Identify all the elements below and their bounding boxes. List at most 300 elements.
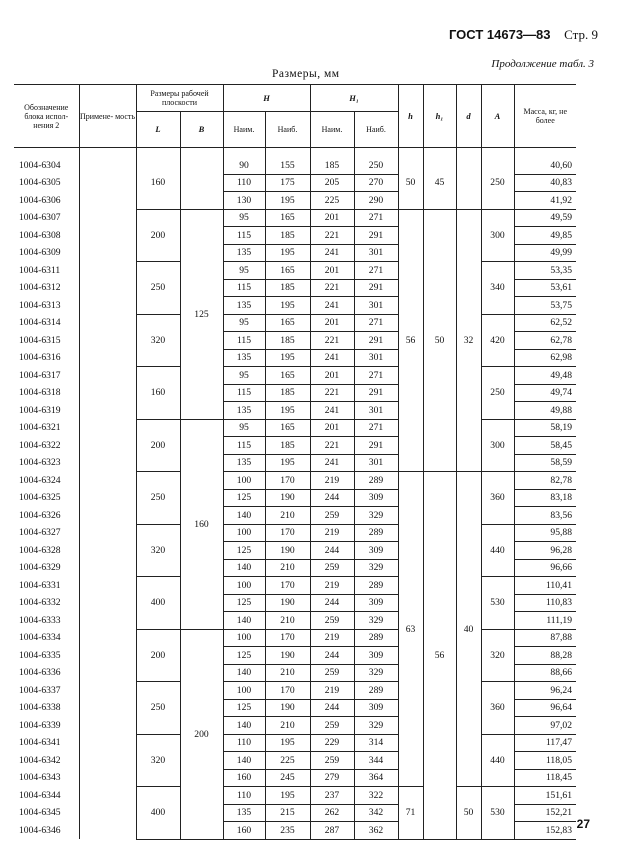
continuation-note: Продолжение табл. 3 [491,58,594,70]
block-code: 1004-6341 [14,734,79,752]
spacer-cell [136,148,180,158]
block-code: 1004-6325 [14,489,79,507]
H-max: 190 [265,489,310,507]
H1-max: 362 [354,822,398,840]
H-max: 225 [265,752,310,770]
h1-value: 50 [423,209,456,472]
B-value: 160 [180,419,223,629]
H1-max: 301 [354,244,398,262]
H1-min: 219 [310,524,354,542]
H-min: 135 [223,244,265,262]
mass-value: 40,60 [514,157,576,174]
L-value: 320 [136,524,180,577]
A-value: 530 [481,577,514,630]
block-code: 1004-6311 [14,262,79,280]
A-value: 440 [481,734,514,787]
H-min: 100 [223,524,265,542]
mass-value: 49,99 [514,244,576,262]
block-code: 1004-6326 [14,507,79,525]
H1-max: 364 [354,769,398,787]
L-value: 200 [136,419,180,472]
H-max: 165 [265,314,310,332]
H1-min: 205 [310,174,354,192]
col-mass-header: Масса, кг, не более [514,85,576,148]
spacer-cell [456,148,481,158]
A-value: 420 [481,314,514,367]
mass-value: 118,05 [514,752,576,770]
H-max: 215 [265,804,310,822]
H-min: 140 [223,664,265,682]
block-code: 1004-6333 [14,612,79,630]
H-max: 195 [265,349,310,367]
block-code: 1004-6334 [14,629,79,647]
H-max: 170 [265,472,310,490]
H1-max: 309 [354,542,398,560]
H-max: 185 [265,437,310,455]
H-max: 190 [265,647,310,665]
H-min: 140 [223,612,265,630]
H1-max: 314 [354,734,398,752]
block-code: 1004-6304 [14,157,79,174]
block-code: 1004-6343 [14,769,79,787]
H1-min: 219 [310,577,354,595]
H-max: 165 [265,262,310,280]
H-min: 130 [223,192,265,210]
H1-min: 262 [310,804,354,822]
mass-value: 110,83 [514,594,576,612]
mass-value: 40,83 [514,174,576,192]
H-max: 185 [265,279,310,297]
H1-max: 329 [354,717,398,735]
H-max: 170 [265,524,310,542]
H-max: 190 [265,594,310,612]
spacer-cell [14,148,79,158]
spacer-cell [265,148,310,158]
H1-min: 244 [310,699,354,717]
col-H-header: H [223,85,310,112]
H-min: 140 [223,717,265,735]
spacer-cell [354,148,398,158]
h-value: 63 [398,472,423,787]
H-min: 140 [223,752,265,770]
H1-min: 279 [310,769,354,787]
block-code: 1004-6337 [14,682,79,700]
block-code: 1004-6312 [14,279,79,297]
H1-min: 219 [310,682,354,700]
H-max: 195 [265,402,310,420]
mass-value: 95,88 [514,524,576,542]
H1-max: 290 [354,192,398,210]
H-min: 110 [223,787,265,805]
mass-value: 87,88 [514,629,576,647]
H1-min: 221 [310,332,354,350]
H1-min: 244 [310,542,354,560]
H1-min: 201 [310,314,354,332]
H-max: 165 [265,419,310,437]
A-value: 530 [481,787,514,840]
B-value: 200 [180,629,223,839]
H1-max: 289 [354,682,398,700]
mass-value: 62,78 [514,332,576,350]
mass-value: 53,75 [514,297,576,315]
H-min: 100 [223,577,265,595]
H1-min: 259 [310,717,354,735]
block-code: 1004-6342 [14,752,79,770]
H1-min: 221 [310,227,354,245]
A-value: 300 [481,419,514,472]
H1-min: 225 [310,192,354,210]
h1-value: 56 [423,472,456,840]
mass-value: 58,19 [514,419,576,437]
H1-max: 309 [354,594,398,612]
H-max: 210 [265,559,310,577]
col-h1-header: h₁ [423,85,456,148]
table-header [14,85,576,148]
block-code: 1004-6323 [14,454,79,472]
page-header [449,27,598,43]
H1-min: 259 [310,752,354,770]
h-value: 50 [398,157,423,209]
H-min: 140 [223,559,265,577]
mass-value: 117,47 [514,734,576,752]
spacer-cell [481,148,514,158]
H-max: 210 [265,507,310,525]
L-value: 250 [136,262,180,315]
H1-min: 244 [310,647,354,665]
block-code: 1004-6338 [14,699,79,717]
H-min: 135 [223,454,265,472]
mass-value: 49,48 [514,367,576,385]
H1-max: 309 [354,647,398,665]
H1-max: 329 [354,507,398,525]
H-min: 125 [223,489,265,507]
H1-min: 221 [310,437,354,455]
H1-max: 329 [354,664,398,682]
block-code: 1004-6313 [14,297,79,315]
block-code: 1004-6336 [14,664,79,682]
A-value: 360 [481,472,514,525]
H-max: 185 [265,227,310,245]
d-value: 40 [456,472,481,787]
H1-min: 201 [310,209,354,227]
table-body [14,148,576,840]
block-code: 1004-6324 [14,472,79,490]
H1-min: 221 [310,384,354,402]
L-value: 250 [136,682,180,735]
mass-value: 96,64 [514,699,576,717]
H-max: 185 [265,384,310,402]
H1-max: 289 [354,524,398,542]
B-value: 125 [180,209,223,419]
H-min: 95 [223,262,265,280]
H1-max: 329 [354,612,398,630]
mass-value: 82,78 [514,472,576,490]
sizes-caption: Размеры, мм [272,68,340,80]
mass-value: 88,66 [514,664,576,682]
col-Hmax-header: Наиб. [265,112,310,148]
H-max: 165 [265,367,310,385]
H-max: 175 [265,174,310,192]
block-code: 1004-6321 [14,419,79,437]
H1-max: 301 [354,297,398,315]
H-max: 170 [265,577,310,595]
block-code: 1004-6327 [14,524,79,542]
H-min: 135 [223,804,265,822]
spacer-cell [223,148,265,158]
A-value: 340 [481,262,514,315]
A-value: 360 [481,682,514,735]
d-value: 50 [456,787,481,840]
H1-max: 289 [354,577,398,595]
H1-max: 271 [354,419,398,437]
H-max: 235 [265,822,310,840]
L-value: 320 [136,314,180,367]
mass-value: 96,66 [514,559,576,577]
col-H1max-header: Наиб. [354,112,398,148]
mass-value: 62,98 [514,349,576,367]
spacer-cell [180,148,223,158]
H-max: 245 [265,769,310,787]
H-min: 125 [223,542,265,560]
H1-min: 185 [310,157,354,174]
col-H1-header: H₁ [310,85,398,112]
mass-value: 49,59 [514,209,576,227]
H-max: 195 [265,734,310,752]
h1-value: 45 [423,157,456,209]
mass-value: 83,18 [514,489,576,507]
H-max: 195 [265,192,310,210]
H-max: 170 [265,629,310,647]
H1-max: 271 [354,262,398,280]
H-min: 110 [223,174,265,192]
H1-min: 241 [310,454,354,472]
h-value: 56 [398,209,423,472]
L-value: 200 [136,629,180,682]
H-min: 100 [223,682,265,700]
mass-value: 111,19 [514,612,576,630]
mass-value: 151,61 [514,787,576,805]
H-min: 115 [223,437,265,455]
block-code: 1004-6331 [14,577,79,595]
H-max: 165 [265,209,310,227]
H1-min: 244 [310,489,354,507]
block-code: 1004-6316 [14,349,79,367]
col-primen-header: Примене- мость [79,85,136,148]
H1-min: 241 [310,349,354,367]
mass-value: 62,52 [514,314,576,332]
H-min: 95 [223,314,265,332]
mass-value: 118,45 [514,769,576,787]
H-min: 95 [223,367,265,385]
H-max: 190 [265,699,310,717]
mass-value: 97,02 [514,717,576,735]
H1-min: 244 [310,594,354,612]
col-h-header: h [398,85,423,148]
H1-max: 291 [354,227,398,245]
H-max: 155 [265,157,310,174]
block-code: 1004-6317 [14,367,79,385]
table-row [14,157,576,174]
mass-value: 152,83 [514,822,576,840]
spacer-cell [79,148,136,158]
col-H1min-header: Наим. [310,112,354,148]
H1-max: 309 [354,699,398,717]
page-number: 27 [576,817,590,831]
block-code: 1004-6332 [14,594,79,612]
L-value: 400 [136,577,180,630]
block-code: 1004-6345 [14,804,79,822]
mass-value: 53,35 [514,262,576,280]
block-code: 1004-6344 [14,787,79,805]
H1-min: 241 [310,244,354,262]
block-code: 1004-6309 [14,244,79,262]
mass-value: 88,28 [514,647,576,665]
H-max: 210 [265,664,310,682]
spacer-cell [310,148,354,158]
spacer-cell [514,148,576,158]
H1-max: 291 [354,332,398,350]
d-value [456,157,481,209]
A-value: 250 [481,367,514,420]
H-min: 135 [223,402,265,420]
block-code: 1004-6314 [14,314,79,332]
L-value: 200 [136,209,180,262]
mass-value: 58,45 [514,437,576,455]
mass-value: 58,59 [514,454,576,472]
spacer-row [14,148,576,158]
H1-max: 301 [354,454,398,472]
H1-max: 301 [354,349,398,367]
spacer-cell [423,148,456,158]
H1-min: 229 [310,734,354,752]
block-code: 1004-6318 [14,384,79,402]
col-A-header: A [481,85,514,148]
H1-min: 259 [310,507,354,525]
H-min: 135 [223,297,265,315]
H1-min: 287 [310,822,354,840]
mass-value: 152,21 [514,804,576,822]
H1-max: 289 [354,629,398,647]
H1-max: 342 [354,804,398,822]
H1-max: 270 [354,174,398,192]
L-value: 320 [136,734,180,787]
H-min: 100 [223,472,265,490]
mass-value: 83,56 [514,507,576,525]
H1-min: 259 [310,612,354,630]
block-code: 1004-6306 [14,192,79,210]
col-plate-header: Размеры рабочей плоскости [136,85,223,112]
dimensions-table [14,84,576,840]
H1-min: 237 [310,787,354,805]
col-B-header: B [180,112,223,148]
block-code: 1004-6335 [14,647,79,665]
H1-min: 219 [310,472,354,490]
page-label: Стр. 9 [564,27,598,42]
H-min: 115 [223,227,265,245]
H-max: 170 [265,682,310,700]
mass-value: 41,92 [514,192,576,210]
H-min: 90 [223,157,265,174]
H1-min: 259 [310,664,354,682]
H-min: 140 [223,507,265,525]
H-min: 95 [223,209,265,227]
mass-value: 53,61 [514,279,576,297]
col-code-header: Обозначение блока испол- нения 2 [14,85,79,148]
H-min: 115 [223,332,265,350]
H-min: 160 [223,769,265,787]
H1-max: 250 [354,157,398,174]
mass-value: 49,85 [514,227,576,245]
H-min: 125 [223,594,265,612]
A-value: 300 [481,209,514,262]
H1-min: 221 [310,279,354,297]
col-d-header: d [456,85,481,148]
applicability-cell [79,157,136,839]
mass-value: 96,24 [514,682,576,700]
H-max: 190 [265,542,310,560]
L-value: 400 [136,787,180,840]
block-code: 1004-6308 [14,227,79,245]
L-value: 160 [136,367,180,420]
L-value: 160 [136,157,180,209]
H-min: 95 [223,419,265,437]
H-min: 135 [223,349,265,367]
H-min: 110 [223,734,265,752]
block-code: 1004-6305 [14,174,79,192]
mass-value: 49,74 [514,384,576,402]
col-Hmin-header: Наим. [223,112,265,148]
H1-min: 241 [310,297,354,315]
h-value: 71 [398,787,423,840]
H1-max: 344 [354,752,398,770]
H-max: 210 [265,612,310,630]
H1-max: 309 [354,489,398,507]
H1-min: 201 [310,367,354,385]
H1-min: 219 [310,629,354,647]
H-min: 100 [223,629,265,647]
col-L-header: L [136,112,180,148]
H-min: 115 [223,384,265,402]
A-value: 440 [481,524,514,577]
H1-max: 271 [354,314,398,332]
block-code: 1004-6315 [14,332,79,350]
H-min: 125 [223,647,265,665]
spacer-cell [398,148,423,158]
standard-number: ГОСТ 14673—83 [448,27,551,42]
block-code: 1004-6307 [14,209,79,227]
H1-max: 301 [354,402,398,420]
mass-value: 49,88 [514,402,576,420]
mass-value: 96,28 [514,542,576,560]
d-value: 32 [456,209,481,472]
H1-min: 201 [310,419,354,437]
H-max: 195 [265,297,310,315]
H1-min: 201 [310,262,354,280]
A-value: 250 [481,157,514,209]
block-code: 1004-6346 [14,822,79,840]
H-max: 185 [265,332,310,350]
H-max: 195 [265,787,310,805]
H1-max: 271 [354,209,398,227]
block-code: 1004-6328 [14,542,79,560]
A-value: 320 [481,629,514,682]
block-code: 1004-6339 [14,717,79,735]
block-code: 1004-6329 [14,559,79,577]
B-value [180,157,223,209]
mass-value: 110,41 [514,577,576,595]
H1-min: 241 [310,402,354,420]
H1-max: 291 [354,437,398,455]
